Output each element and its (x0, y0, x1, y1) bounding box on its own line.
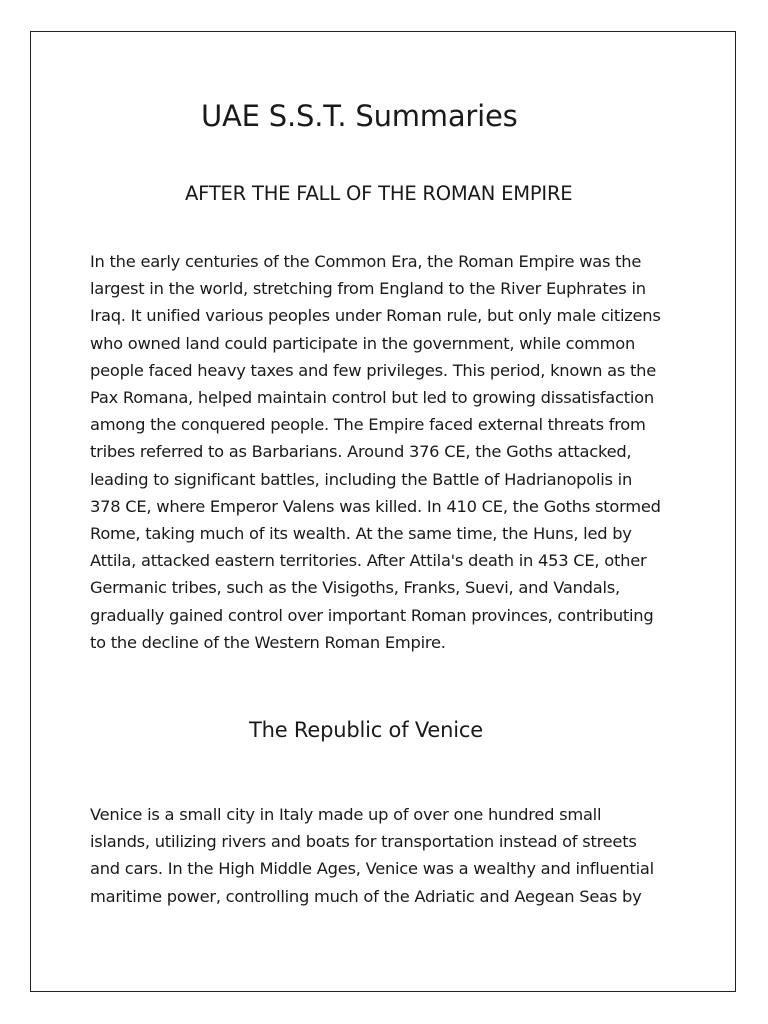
text-line: maritime power, controlling much of the Adriatic and Aegean Seas by (90, 886, 642, 906)
text-line: Venice is a small city in Italy made up of over one hundred small (90, 805, 602, 824)
text-line: largest in the world, stretching from England to the River Euphrates in (90, 279, 646, 299)
text-line: among the conquered people. The Empire faced external threats from (90, 415, 646, 435)
text-line: leading to significant battles, including the Battle of Hadrianopolis in (90, 469, 633, 489)
text-line: Attila, attacked eastern territories. After Attila's death in 453 CE, other (90, 551, 647, 571)
document-title: UAE S.S.T. Summaries (201, 99, 518, 133)
text-line: to the decline of the Western Roman Empire. (90, 632, 446, 652)
text-line: tribes referred to as Barbarians. Around 376 CE, the Goths attacked, (90, 442, 632, 462)
text-line: and cars. In the High Middle Ages, Venice was a wealthy and influential (90, 859, 654, 879)
paragraph-roman-empire (90, 248, 690, 656)
text-line: Iraq. It unified various peoples under Roman rule, but only male citizens (90, 306, 661, 326)
section-heading-roman-empire: AFTER THE FALL OF THE ROMAN EMPIRE (185, 182, 573, 205)
text-line: Germanic tribes, such as the Visigoths, Franks, Suevi, and Vandals, (90, 578, 620, 598)
text-line: people faced heavy taxes and few privileges. This period, known as the (90, 360, 656, 380)
text-line: Pax Romana, helped maintain control but led to growing dissatisfaction (90, 388, 654, 408)
text-line: 378 CE, where Emperor Valens was killed. In 410 CE, the Goths stormed (90, 496, 661, 516)
paragraph-venice (90, 801, 690, 910)
section-heading-venice: The Republic of Venice (249, 718, 483, 742)
text-line: Rome, taking much of its wealth. At the same time, the Huns, led by (90, 524, 632, 544)
text-line: In the early centuries of the Common Era, the Roman Empire was the (90, 252, 642, 271)
text-line: islands, utilizing rivers and boats for transportation instead of streets (90, 832, 637, 852)
text-line: who owned land could participate in the government, while common (90, 333, 636, 353)
text-line: gradually gained control over important Roman provinces, contributing (90, 605, 654, 625)
